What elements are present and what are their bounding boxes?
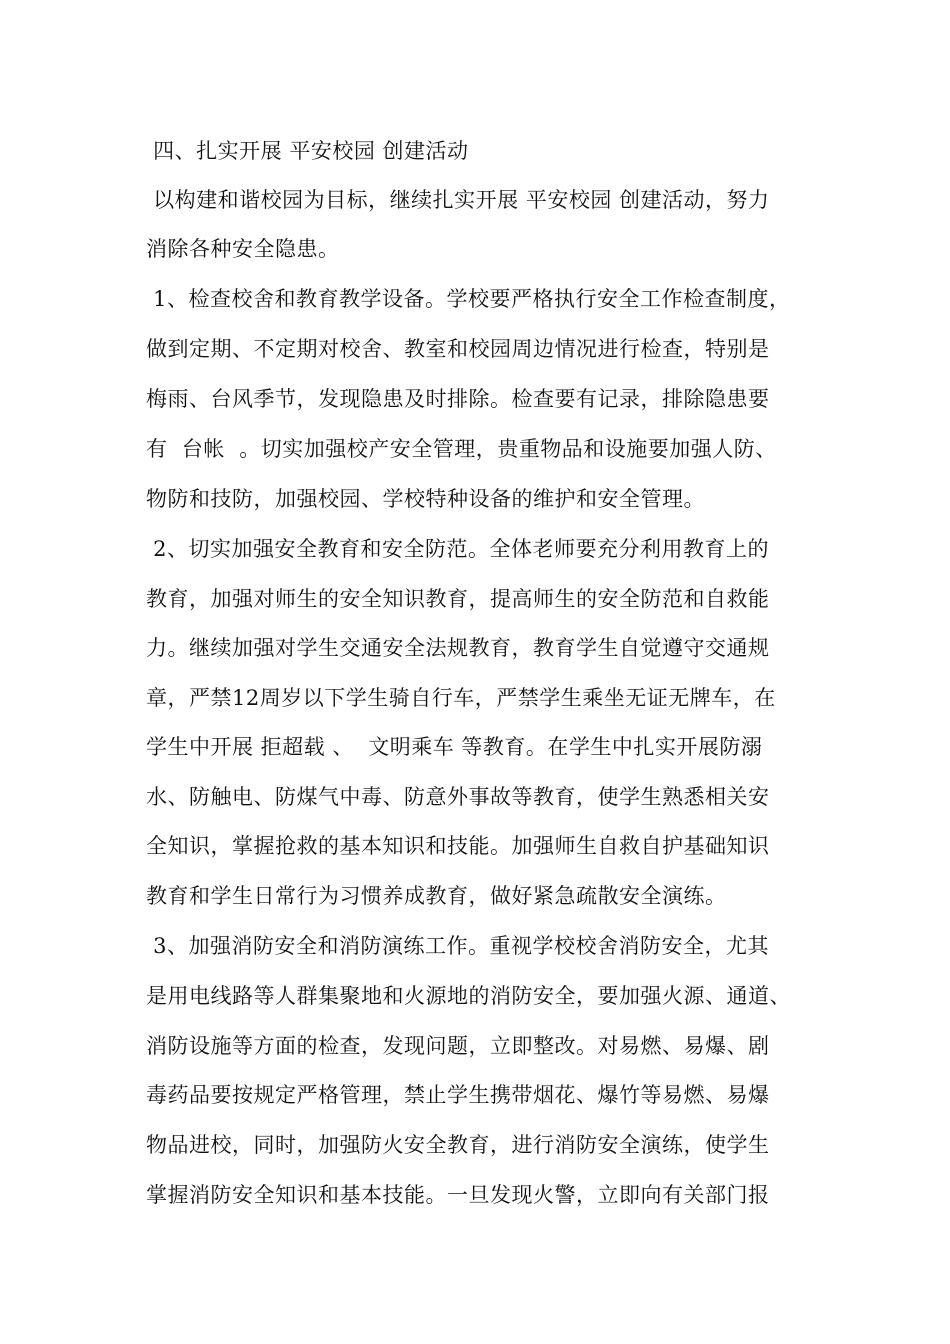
paragraph-line: 消防设施等方面的检查，发现问题，立即整改。对易燃、易爆、剧 xyxy=(146,1034,770,1058)
paragraph-line: 学生中开展 拒超载 、 文明乘车 等教育。在学生中扎实开展防溺 xyxy=(146,735,763,759)
paragraph-line: 1、检查校舍和教育教学设备。学校要严格执行安全工作检查制度， xyxy=(146,287,791,311)
paragraph-line: 以构建和谐校园为目标，继续扎实开展 平安校园 创建活动，努力 xyxy=(146,188,770,212)
paragraph-line: 章，严禁12周岁以下学生骑自行车，严禁学生乘坐无证无牌车，在 xyxy=(146,686,776,710)
paragraph-line: 毒药品要按规定严格管理，禁止学生携带烟花、爆竹等易燃、易爆 xyxy=(146,1083,770,1107)
paragraph-line: 物品进校，同时，加强防火安全教育，进行消防安全演练，使学生 xyxy=(146,1133,770,1157)
paragraph-line: 掌握消防安全知识和基本技能。一旦发现火警，立即向有关部门报 xyxy=(146,1183,770,1207)
paragraph-line: 消除各种安全隐患。 xyxy=(146,237,340,261)
paragraph-line: 水、防触电、防煤气中毒、防意外事故等教育，使学生熟悉相关安 xyxy=(146,785,770,809)
paragraph-line: 有 台帐 。切实加强校产安全管理，贵重物品和设施要加强人防、 xyxy=(146,437,777,461)
paragraph-line: 力。继续加强对学生交通安全法规教育，教育学生自觉遵守交通规 xyxy=(146,636,770,660)
paragraph-line: 梅雨、台风季节，发现隐患及时排除。检查要有记录，排除隐患要 xyxy=(146,387,770,411)
paragraph-line: 2、切实加强安全教育和安全防范。全体老师要充分利用教育上的 xyxy=(146,537,770,561)
paragraph-line: 教育和学生日常行为习惯养成教育，做好紧急疏散安全演练。 xyxy=(146,884,727,908)
paragraph-line: 3、加强消防安全和消防演练工作。重视学校校舍消防安全，尤其 xyxy=(146,934,770,958)
section-heading: 四、扎实开展 平安校园 创建活动 xyxy=(146,139,469,163)
paragraph-line: 是用电线路等人群集聚地和火源地的消防安全，要加强火源、通道、 xyxy=(146,984,791,1008)
paragraph-line: 物防和技防，加强校园、学校特种设备的维护和安全管理。 xyxy=(146,487,705,511)
paragraph-line: 教育，加强对师生的安全知识教育，提高师生的安全防范和自救能 xyxy=(146,587,770,611)
paragraph-line: 全知识，掌握抢救的基本知识和技能。加强师生自救自护基础知识 xyxy=(146,834,770,858)
paragraph-line: 做到定期、不定期对校舍、教室和校园周边情况进行检查，特别是 xyxy=(146,337,770,361)
